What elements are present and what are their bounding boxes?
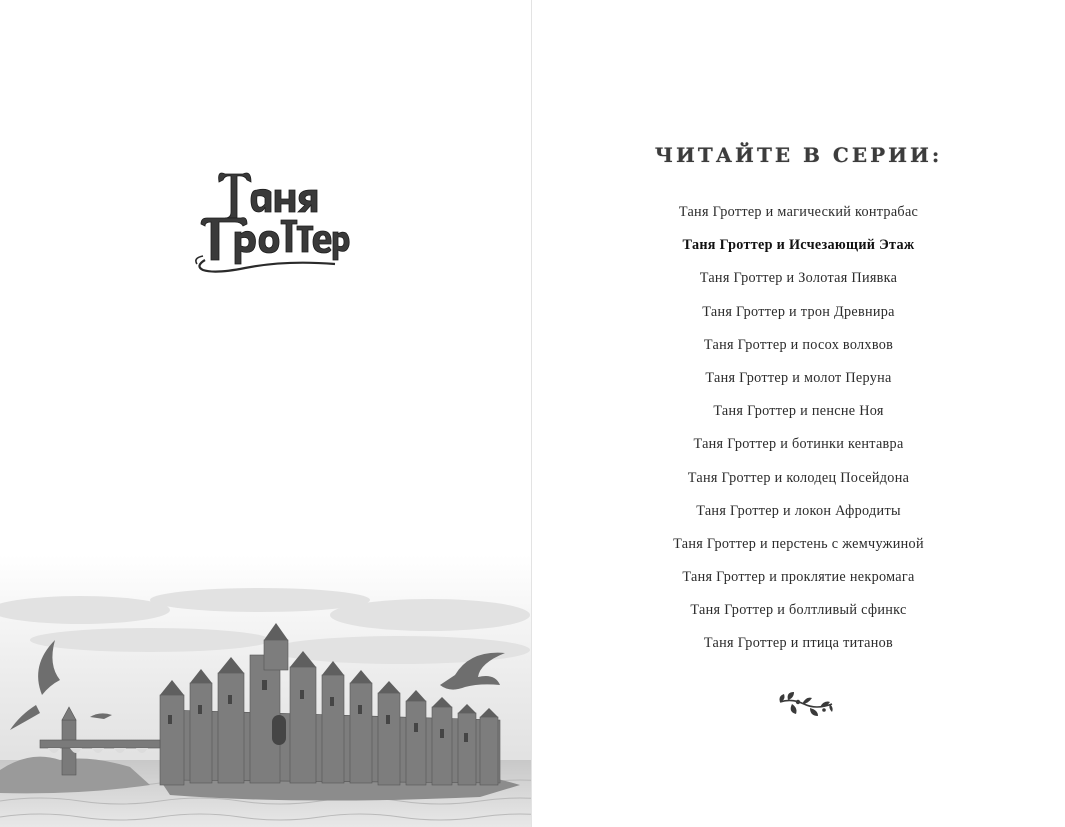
castle-illustration (0, 555, 531, 827)
book-title: Таня Гроттер и магический контрабас (678, 204, 919, 220)
book-title: Таня Гроттер и пенсне Ноя (713, 403, 884, 420)
book-list (532, 200, 1065, 665)
book-title: Таня Гроттер и локон Афродиты (696, 502, 901, 519)
book-title: Таня Гроттер и колодец Посейдона (687, 469, 910, 486)
floral-ornament-icon (776, 688, 836, 720)
series-logo-lettering (185, 160, 350, 275)
series-logo (185, 160, 350, 275)
book-title: Таня Гроттер и Золотая Пиявка (699, 270, 898, 287)
book-title: Таня Гроттер и птица титанов (703, 635, 894, 652)
book-title: Таня Гроттер и перстень с жемчужиной (673, 535, 924, 552)
left-page (0, 0, 531, 827)
book-title-current: Таня Гроттер и Исчезающий Этаж (682, 237, 915, 254)
castle-island-with-dragons-image (0, 555, 531, 827)
book-title: Таня Гроттер и болтливый сфинкс (690, 602, 907, 619)
right-page (532, 0, 1065, 827)
series-heading: ЧИТАЙТЕ В СЕРИИ: (654, 143, 943, 167)
book-title: Таня Гроттер и трон Древнира (702, 303, 895, 320)
book-title: Таня Гроттер и проклятие некромага (682, 569, 915, 586)
book-title: Таня Гроттер и ботинки кентавра (693, 436, 904, 453)
book-title: Таня Гроттер и молот Перуна (705, 369, 892, 386)
book-title: Таня Гроттер и посох волхвов (703, 336, 894, 353)
